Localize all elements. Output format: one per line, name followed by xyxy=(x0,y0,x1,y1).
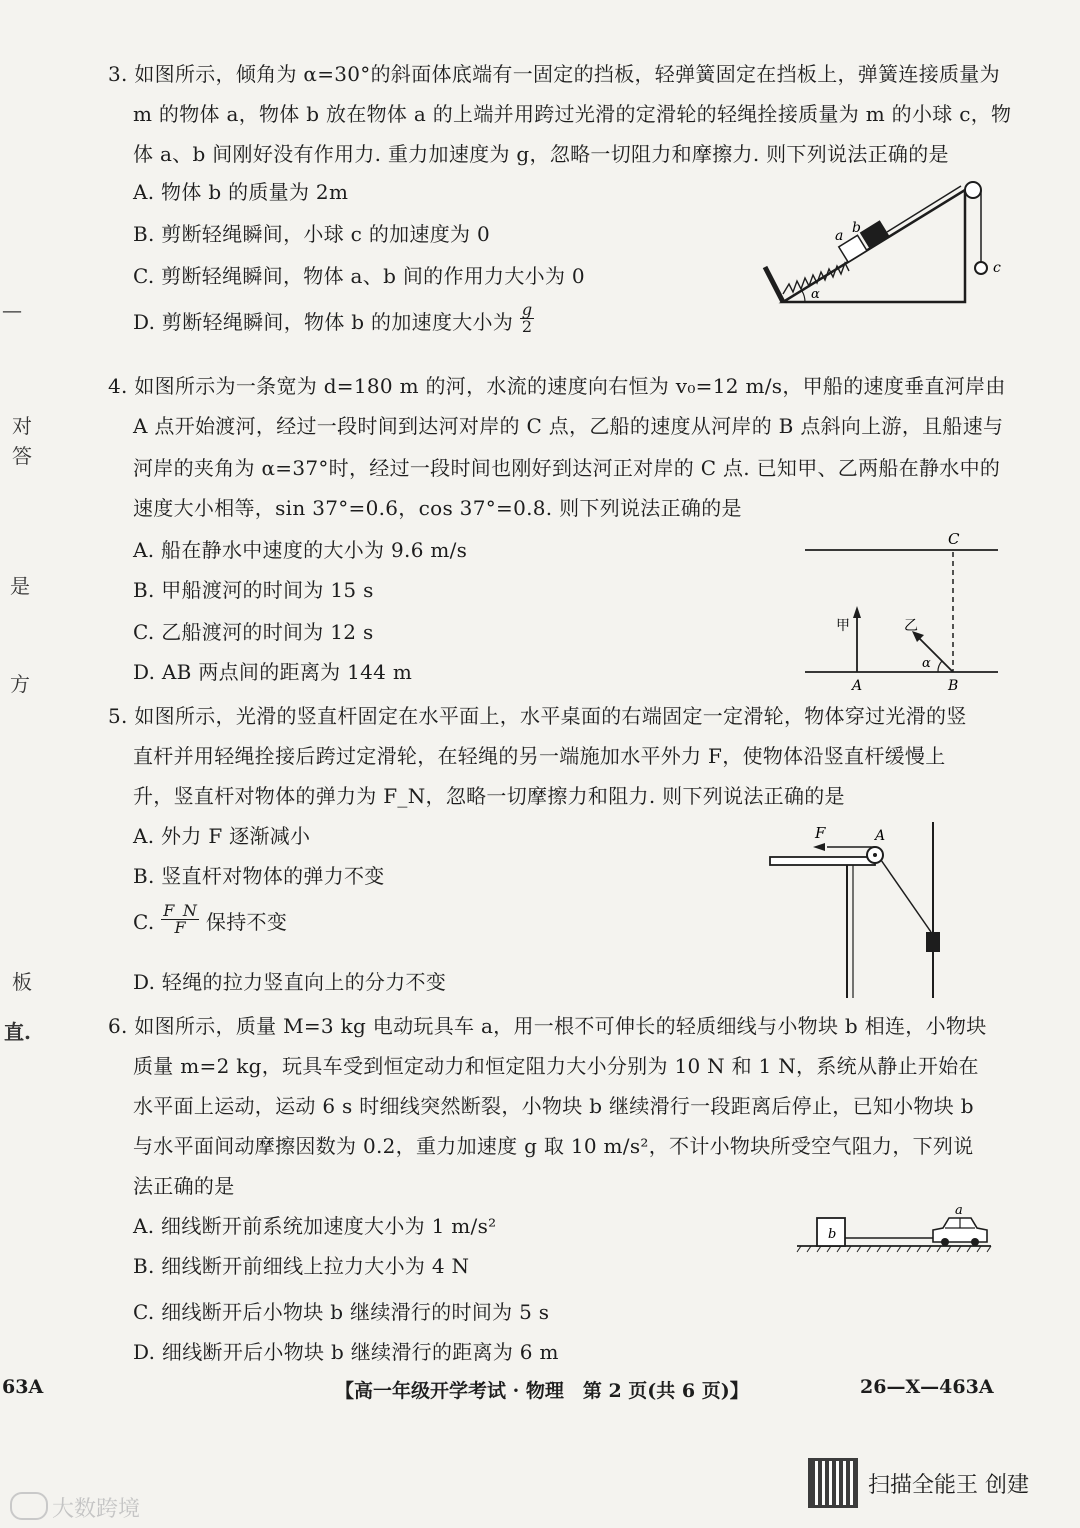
scanner-credit: 扫描全能王 创建 xyxy=(868,1473,1029,1498)
q3-option-a: A. 物体 b 的质量为 2m xyxy=(133,180,349,204)
ground-hatch xyxy=(797,1246,991,1252)
watermark-logo-icon xyxy=(10,1492,48,1520)
q5-option-d: D. 轻绳的拉力竖直向上的分力不变 xyxy=(133,970,447,994)
q6-line-3: 水平面上运动，运动 6 s 时细线突然断裂，小物块 b 继续滑行一段距离后停止，已知小物块 b xyxy=(133,1094,974,1118)
q3-option-d-fraction xyxy=(520,302,535,335)
q4-option-b: B. 甲船渡河的时间为 15 s xyxy=(133,578,374,602)
q6-line-4: 与水平面间动摩擦因数为 0.2，重力加速度 g 取 10 m/s²，不计小物块所受空气阻力，下列说 xyxy=(133,1134,974,1158)
q4-label-alpha: α xyxy=(922,656,931,671)
margin-note-2: 答 xyxy=(12,444,32,468)
q6-line-2: 质量 m=2 kg，玩具车受到恒定动力和恒定阻力大小分别为 10 N 和 1 N，系统从静止开始在 xyxy=(133,1054,979,1078)
q3-line-1: 3. 如图所示，倾角为 α=30°的斜面体底端有一固定的挡板，轻弹簧固定在挡板上，弹簧连接质量为 xyxy=(108,62,1000,86)
q5-label-f: F xyxy=(815,824,826,842)
q4-line-3: 河岸的夹角为 α=37°时，经过一段时间也刚好到达河正对岸的 C 点. 已知甲、乙两船在静水中的 xyxy=(133,456,1001,480)
q6-option-a: A. 细线断开前系统加速度大小为 1 m/s² xyxy=(133,1214,497,1238)
ball-c-icon xyxy=(975,262,987,274)
q5-option-a: A. 外力 F 逐渐减小 xyxy=(133,824,311,848)
object-on-pole xyxy=(926,932,940,952)
q5-label-a: A xyxy=(875,828,886,844)
table-top xyxy=(770,857,875,865)
q6-line-5: 法正确的是 xyxy=(133,1174,235,1198)
q4-line-2: A 点开始渡河，经过一段时间到达河对岸的 C 点，乙船的速度从河岸的 B 点斜向上游，且船速与 xyxy=(133,414,1004,438)
qr-code-icon xyxy=(808,1458,858,1508)
q4-label-jia: 甲 xyxy=(836,618,850,634)
q3-label-b: b xyxy=(852,220,861,236)
q3-fraction-numerator: g xyxy=(521,300,533,319)
angle-alpha-arc xyxy=(802,291,805,302)
q3-label-c: c xyxy=(993,260,1001,276)
margin-note-dash: — xyxy=(2,298,22,322)
footer-page-info: 【高一年级开学考试 · 物理 第 2 页(共 6 页)】 xyxy=(335,1380,749,1402)
q5-line-1: 5. 如图所示，光滑的竖直杆固定在水平面上，水平桌面的右端固定一定滑轮，物体穿过光滑的竖 xyxy=(108,704,967,728)
footer-right-code: 26—X—463A xyxy=(860,1376,994,1398)
q4-figure-river xyxy=(800,530,1010,695)
rope-to-object xyxy=(881,860,931,932)
arrow-jia-head-icon xyxy=(853,606,861,618)
q4-option-a: A. 船在静水中速度的大小为 9.6 m/s xyxy=(133,538,468,562)
q3-option-d-text: D. 剪断轻绳瞬间，物体 b 的加速度大小为 xyxy=(133,310,514,334)
q3-line-2: m 的物体 a，物体 b 放在物体 a 的上端并用跨过光滑的定滑轮的轻绳拴接质量为 m 的小球 c，物 xyxy=(133,102,1012,126)
q3-option-d xyxy=(133,300,534,336)
block-b xyxy=(861,221,889,248)
incline-stopper xyxy=(765,267,783,302)
rope-q3 xyxy=(887,186,961,232)
margin-note-3: 是 xyxy=(10,574,30,598)
margin-note-4: 方 xyxy=(10,672,30,696)
q3-line-3: 体 a、b 间刚好没有作用力. 重力加速度为 g，忽略一切阻力和摩擦力. 则下列说法正确的是 xyxy=(133,142,949,166)
q5-figure-pole xyxy=(765,820,965,1000)
margin-note-6: 直. xyxy=(4,1020,31,1044)
q5-line-3: 升，竖直杆对物体的弹力为 F_N，忽略一切摩擦力和阻力. 则下列说法正确的是 xyxy=(133,784,845,808)
q4-label-b: B xyxy=(948,678,959,694)
q5-line-2: 直杆并用轻绳拴接后跨过定滑轮，在轻绳的另一端施加水平外力 F，使物体沿竖直杆缓慢上 xyxy=(133,744,946,768)
q5-option-c-suffix: 保持不变 xyxy=(205,910,288,934)
q5-option-c-prefix: C. xyxy=(133,910,155,934)
q4-label-a: A xyxy=(852,678,863,694)
force-f-arrow-icon xyxy=(813,843,825,851)
q4-label-c: C xyxy=(948,530,960,548)
q6-option-b: B. 细线断开前细线上拉力大小为 4 N xyxy=(133,1254,470,1278)
q6-figure-car xyxy=(795,1200,995,1262)
pulley-center xyxy=(873,853,877,857)
q5-option-b: B. 竖直杆对物体的弹力不变 xyxy=(133,864,385,888)
q3-fraction-denominator: 2 xyxy=(521,317,533,336)
q6-option-c: C. 细线断开后小物块 b 继续滑行的时间为 5 s xyxy=(133,1300,550,1324)
q3-label-alpha: α xyxy=(811,287,820,302)
q5-option-c-fraction xyxy=(161,903,199,936)
q4-label-yi: 乙 xyxy=(904,618,918,634)
footer-left-code: 63A xyxy=(2,1376,44,1398)
toy-car-icon xyxy=(933,1218,987,1246)
q6-label-b: b xyxy=(828,1227,837,1242)
q5-fraction-numerator: F_N xyxy=(163,901,198,920)
q4-option-c: C. 乙船渡河的时间为 12 s xyxy=(133,620,374,644)
watermark-text: 大数跨境 xyxy=(52,1497,141,1522)
q4-option-d: D. AB 两点间的距离为 144 m xyxy=(133,660,413,684)
q4-line-1: 4. 如图所示为一条宽为 d=180 m 的河，水流的速度向右恒为 v₀=12 m/s，甲船的速度垂直河岸由 xyxy=(108,374,1006,398)
q5-fraction-denominator: F xyxy=(174,918,186,937)
q6-option-d: D. 细线断开后小物块 b 继续滑行的距离为 6 m xyxy=(133,1340,559,1364)
q3-option-c: C. 剪断轻绳瞬间，物体 a、b 间的作用力大小为 0 xyxy=(133,264,585,288)
margin-note-1: 对 xyxy=(12,414,32,438)
pulley-q3-icon xyxy=(965,182,981,198)
q3-option-b: B. 剪断轻绳瞬间，小球 c 的加速度为 0 xyxy=(133,222,491,246)
q3-label-a: a xyxy=(835,228,844,244)
angle-alpha-arc-q4 xyxy=(938,661,942,672)
q5-option-c xyxy=(133,901,288,937)
margin-note-5: 板 xyxy=(12,970,32,994)
q6-label-a: a xyxy=(955,1203,963,1218)
q4-line-4: 速度大小相等，sin 37°=0.6，cos 37°=0.8. 则下列说法正确的是 xyxy=(133,496,742,520)
q3-figure-incline xyxy=(755,172,1015,312)
q6-line-1: 6. 如图所示，质量 M=3 kg 电动玩具车 a，用一根不可伸长的轻质细线与小物块 b 相连，小物块 xyxy=(108,1014,987,1038)
